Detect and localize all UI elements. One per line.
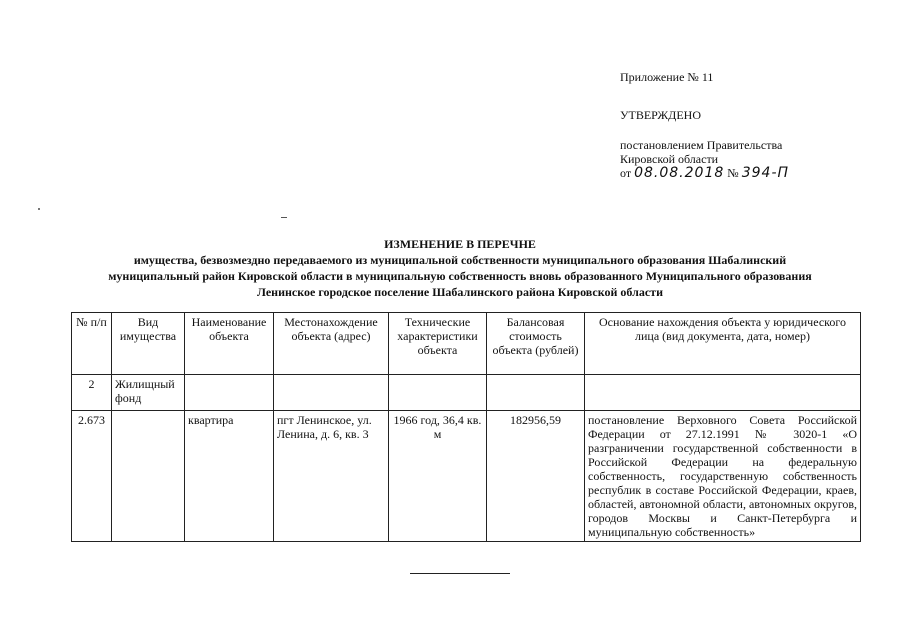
header-tech: Технические характеристики объекта [389, 313, 487, 375]
row-location: пгт Ленинское, ул. Ленина, д. 6, кв. 3 [274, 411, 389, 542]
section-row [72, 375, 861, 411]
row-type [112, 411, 185, 542]
title-main: ИЗМЕНЕНИЕ В ПЕРЕЧНЕ [384, 237, 536, 251]
document-title [60, 236, 860, 300]
row-tech: 1966 год, 36,4 кв. м [389, 411, 487, 542]
title-line-3: Ленинское городское поселение Шабалинского района Кировской области [257, 285, 663, 299]
scan-dash [281, 217, 287, 218]
section-empty-4 [487, 375, 585, 411]
decree-text [620, 138, 880, 166]
section-type: Жилищный фонд [112, 375, 185, 411]
appendix-label: Приложение № 11 [620, 70, 714, 84]
decree-date-number [620, 166, 789, 180]
header-type: Вид имущества [112, 313, 185, 375]
header-balance: Балансовая стоимость объекта (рублей) [487, 313, 585, 375]
header-basis: Основание нахождения объекта у юридического лица (вид документа, дата, номер) [585, 313, 861, 375]
scan-speck [38, 208, 40, 210]
footer-separator [410, 573, 510, 574]
approved-label: УТВЕРЖДЕНО [620, 108, 702, 122]
header-location: Местонахождение объекта (адрес) [274, 313, 389, 375]
title-line-2: муниципальный район Кировской области в муниципальную собственность вновь образованного Муниципального образования [108, 269, 812, 283]
header-num: № п/п [72, 313, 112, 375]
handwritten-date: 08.08.2018 [634, 165, 725, 181]
row-name: квартира [185, 411, 274, 542]
table-header-row [72, 313, 861, 375]
decree-line-2: Кировской области [620, 152, 719, 166]
row-num: 2.673 [72, 411, 112, 542]
row-balance: 182956,59 [487, 411, 585, 542]
section-empty-2 [274, 375, 389, 411]
number-sign: № [727, 166, 739, 180]
section-num: 2 [72, 375, 112, 411]
row-basis: постановление Верховного Совета Российской Федерации от 27.12.1991 № 3020-1 «О разграничении государственной собственности в Российской Федерации на федеральную собственность, государственную собственность республик в составе Российской Федерации, краев, областей, автономной области, автономных округов, городов Москвы и Санкт-Петербурга и муниципальную собственность» [585, 411, 861, 542]
header-name: Наименование объекта [185, 313, 274, 375]
handwritten-number: 394-П [741, 165, 790, 181]
section-empty-5 [585, 375, 861, 411]
decree-line-1: постановлением Правительства [620, 138, 783, 152]
section-empty-3 [389, 375, 487, 411]
section-empty-1 [185, 375, 274, 411]
property-table [71, 312, 861, 542]
table-row [72, 411, 861, 542]
date-prefix: от [620, 166, 632, 180]
title-line-1: имущества, безвозмездно передаваемого из муниципальной собственности муниципального образования Шабалинский [133, 253, 787, 267]
